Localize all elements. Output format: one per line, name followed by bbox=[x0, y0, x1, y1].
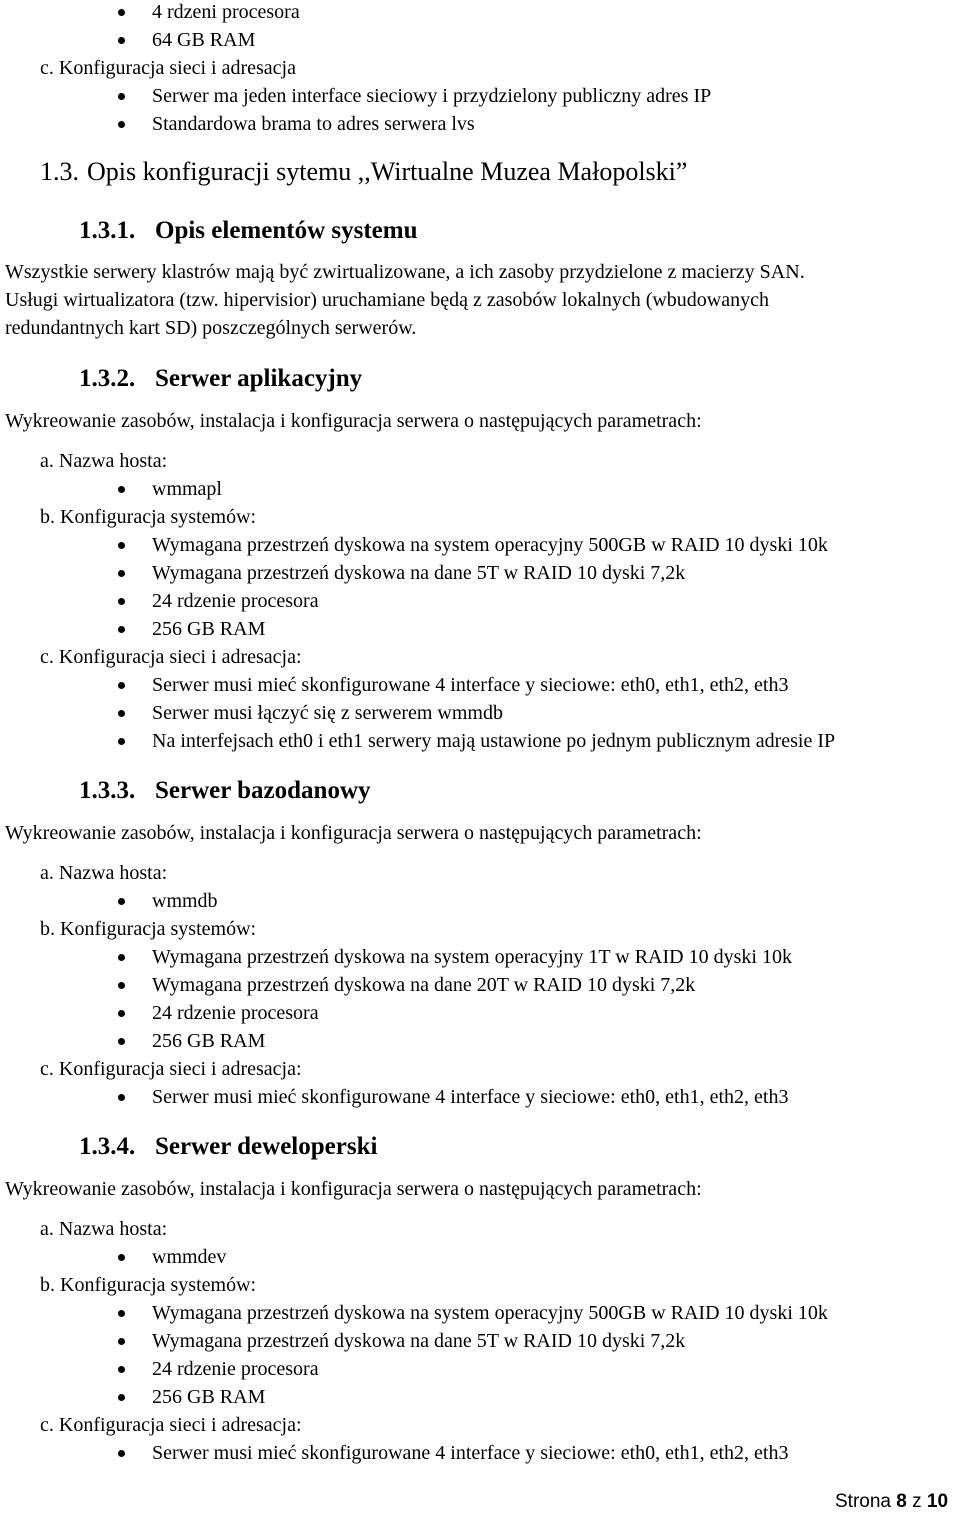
list-item: 256 GB RAM bbox=[152, 1030, 266, 1052]
list-item: Serwer musi mieć skonfigurowane 4 interface y sieciowe: eth0, eth1, eth2, eth3 bbox=[152, 1086, 789, 1108]
page-footer bbox=[835, 1491, 948, 1513]
hostname: wmmdev bbox=[152, 1246, 227, 1268]
bullet bbox=[118, 486, 125, 493]
list-item: Serwer musi mieć skonfigurowane 4 interface y sieciowe: eth0, eth1, eth2, eth3 bbox=[152, 674, 789, 696]
list-item: Serwer musi łączyć się z serwerem wmmdb bbox=[152, 702, 503, 724]
page-separator: z bbox=[912, 1491, 922, 1512]
bullet bbox=[118, 570, 125, 577]
bullet bbox=[118, 682, 125, 689]
section-intro: Wykreowanie zasobów, instalacja i konfiguracja serwera o następujących parametrach: bbox=[5, 822, 702, 844]
bullet bbox=[118, 1038, 125, 1045]
list-item: Wymagana przestrzeń dyskowa na system operacyjny 500GB w RAID 10 dyski 10k bbox=[152, 1302, 828, 1324]
list-item: Na interfejsach eth0 i eth1 serwery mają ustawione po jednym publicznym adresie IP bbox=[152, 730, 836, 752]
list-item: Wymagana przestrzeń dyskowa na dane 5T w RAID 10 dyski 7,2k bbox=[152, 1330, 686, 1352]
subsection-title: Serwer bazodanowy bbox=[155, 777, 371, 804]
list-item: Serwer musi mieć skonfigurowane 4 interface y sieciowe: eth0, eth1, eth2, eth3 bbox=[152, 1442, 789, 1464]
section-title: Opis konfiguracji sytemu ,,Wirtualne Muzea Małopolski” bbox=[87, 157, 688, 186]
bullet bbox=[118, 626, 125, 633]
list-item: 256 GB RAM bbox=[152, 618, 266, 640]
paragraph-line: redundantnych kart SD) poszczególnych serwerów. bbox=[5, 317, 417, 339]
bullet bbox=[118, 1010, 125, 1017]
sublist-label: a. Nazwa hosta: bbox=[40, 862, 168, 884]
list-item: Wymagana przestrzeń dyskowa na system operacyjny 1T w RAID 10 dyski 10k bbox=[152, 946, 792, 968]
subsection-number: 1.3.3. bbox=[79, 777, 136, 804]
bullet bbox=[118, 898, 125, 905]
bullet bbox=[118, 1254, 125, 1261]
subsection-number: 1.3.4. bbox=[79, 1133, 136, 1160]
sublist-label: b. Konfiguracja systemów: bbox=[40, 506, 257, 528]
list-item: Wymagana przestrzeń dyskowa na system operacyjny 500GB w RAID 10 dyski 10k bbox=[152, 534, 828, 556]
bullet bbox=[118, 9, 125, 16]
hostname: wmmdb bbox=[152, 890, 218, 912]
section-intro: Wykreowanie zasobów, instalacja i konfiguracja serwera o następujących parametrach: bbox=[5, 410, 702, 432]
paragraph-line: Usługi wirtualizatora (tzw. hipervisior) uruchamiane będą z zasobów lokalnych (wbudowanych bbox=[5, 289, 770, 311]
sublist-label: c. Konfiguracja sieci i adresacja: bbox=[40, 1058, 302, 1080]
bullet bbox=[118, 1310, 125, 1317]
list-item: 256 GB RAM bbox=[152, 1386, 266, 1408]
subsection-number: 1.3.2. bbox=[79, 365, 136, 392]
bullet bbox=[118, 542, 125, 549]
subsection-number: 1.3.1. bbox=[79, 217, 136, 244]
bullet bbox=[118, 121, 125, 128]
bullet bbox=[118, 982, 125, 989]
bullet bbox=[118, 1394, 125, 1401]
bullet bbox=[118, 1366, 125, 1373]
sublist-label: b. Konfiguracja systemów: bbox=[40, 1274, 257, 1296]
bullet bbox=[118, 954, 125, 961]
list-item: 24 rdzenie procesora bbox=[152, 1358, 319, 1380]
list-item: Serwer ma jeden interface sieciowy i przydzielony publiczny adres IP bbox=[152, 85, 712, 107]
bullet bbox=[118, 738, 125, 745]
sublist-label: c. Konfiguracja sieci i adresacja bbox=[40, 57, 296, 79]
sublist-label: a. Nazwa hosta: bbox=[40, 1218, 168, 1240]
hostname: wmmapl bbox=[152, 478, 222, 500]
section-number: 1.3. bbox=[40, 157, 79, 186]
bullet bbox=[118, 93, 125, 100]
bullet bbox=[118, 710, 125, 717]
paragraph-line: Wszystkie serwery klastrów mają być zwirtualizowane, a ich zasoby przydzielone z macierzy SAN. bbox=[5, 261, 805, 283]
page-label: Strona bbox=[835, 1491, 891, 1512]
list-item: Wymagana przestrzeń dyskowa na dane 5T w RAID 10 dyski 7,2k bbox=[152, 562, 686, 584]
sublist-label: c. Konfiguracja sieci i adresacja: bbox=[40, 1414, 302, 1436]
subsection-title: Serwer deweloperski bbox=[155, 1133, 378, 1160]
list-item: Standardowa brama to adres serwera lvs bbox=[152, 113, 475, 135]
list-item: 4 rdzeni procesora bbox=[152, 1, 300, 23]
page-number: 8 bbox=[896, 1491, 907, 1512]
bullet bbox=[118, 598, 125, 605]
bullet bbox=[118, 1094, 125, 1101]
bullet bbox=[118, 37, 125, 44]
sublist-label: b. Konfiguracja systemów: bbox=[40, 918, 257, 940]
subsection-title: Opis elementów systemu bbox=[155, 217, 418, 244]
section-intro: Wykreowanie zasobów, instalacja i konfiguracja serwera o następujących parametrach: bbox=[5, 1178, 702, 1200]
list-item: 24 rdzenie procesora bbox=[152, 590, 319, 612]
bullet bbox=[118, 1338, 125, 1345]
subsection-title: Serwer aplikacyjny bbox=[155, 365, 363, 392]
sublist-label: a. Nazwa hosta: bbox=[40, 450, 168, 472]
sublist-label: c. Konfiguracja sieci i adresacja: bbox=[40, 646, 302, 668]
page-total: 10 bbox=[926, 1491, 949, 1512]
list-item: Wymagana przestrzeń dyskowa na dane 20T w RAID 10 dyski 7,2k bbox=[152, 974, 696, 996]
bullet bbox=[118, 1450, 125, 1457]
list-item: 64 GB RAM bbox=[152, 29, 256, 51]
list-item: 24 rdzenie procesora bbox=[152, 1002, 319, 1024]
